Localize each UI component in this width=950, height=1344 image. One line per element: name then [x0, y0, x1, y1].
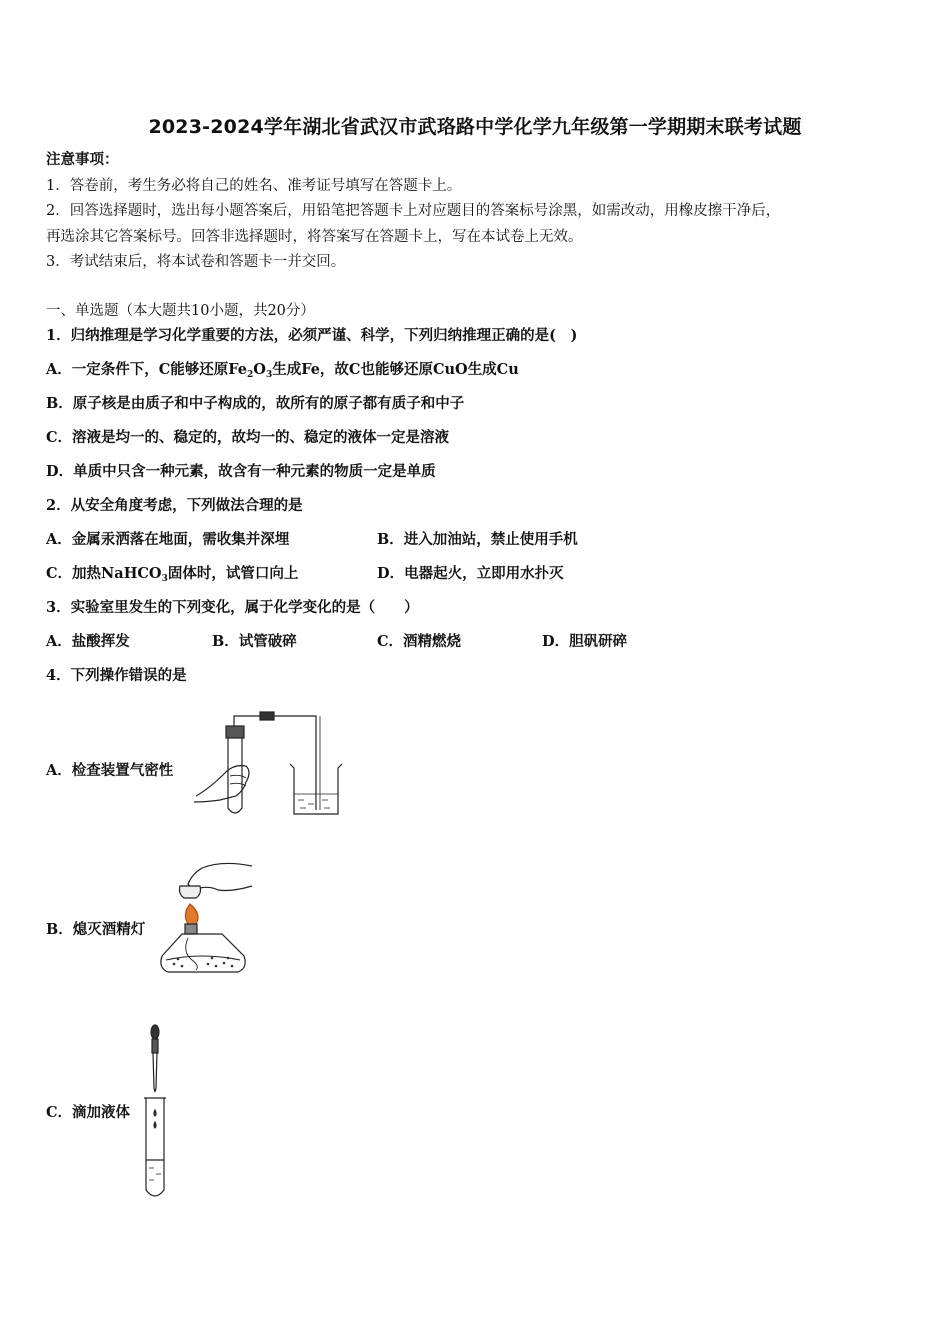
- q1-option-c: C．溶液是均一的、稳定的，故均一的、稳定的液体一定是溶液: [46, 429, 450, 446]
- q2-option-a: A．金属汞洒落在地面，需收集并深埋: [46, 531, 290, 548]
- notice-item-3: 3．考试结束后，将本试卷和答题卡一并交回。: [46, 254, 346, 270]
- q1-option-b: B．原子核是由质子和中子构成的，故所有的原子都有质子和中子: [46, 395, 465, 412]
- q3-stem: 3．实验室里发生的下列变化，属于化学变化的是（ ）: [46, 599, 419, 616]
- q1-a-sub1: 2: [247, 370, 254, 380]
- q2-c-suffix: 固体时，试管口向上: [167, 565, 299, 582]
- q2-option-c: [46, 564, 298, 584]
- q3-option-c: C．酒精燃烧: [377, 633, 462, 650]
- airtightness-check-figure: [190, 706, 350, 818]
- q1-a-mid: O: [253, 361, 266, 378]
- q1-a-prefix: A．一定条件下，C能够还原Fe: [46, 361, 248, 378]
- q1-option-d: D．单质中只含一种元素，故含有一种元素的物质一定是单质: [46, 463, 436, 480]
- exam-title: 2023-2024学年湖北省武汉市武珞路中学化学九年级第一学期期末联考试题: [148, 116, 802, 138]
- q3-option-d: D．胆矾研碎: [542, 633, 628, 650]
- extinguish-alcohol-lamp-figure: [152, 856, 258, 982]
- q1-option-a: [46, 360, 519, 380]
- q3-option-b: B．试管破碎: [212, 633, 297, 650]
- q2-stem: 2．从安全角度考虑，下列做法合理的是: [46, 497, 303, 514]
- q4-option-a: A．检查装置气密性: [46, 762, 174, 779]
- notice-item-2: 2．回答选择题时，选出每小题答案后，用铅笔把答题卡上对应题目的答案标号涂黑，如需改动，用橡皮擦干净后，: [46, 203, 781, 219]
- q1-stem: 1．归纳推理是学习化学重要的方法，必须严谨、科学，下列归纳推理正确的是( ): [46, 327, 578, 344]
- notice-item-1: 1．答卷前，考生务必将自己的姓名、准考证号填写在答题卡上。: [46, 178, 462, 194]
- q1-a-sub2: 3: [265, 370, 273, 380]
- q4-option-c: C．滴加液体: [46, 1104, 131, 1121]
- q3-option-a: A．盐酸挥发: [46, 633, 130, 650]
- notice-heading: 注意事项：: [46, 151, 119, 168]
- q2-option-b: B．进入加油站，禁止使用手机: [377, 531, 578, 548]
- section-heading: 一、单选题（本大题共10小题，共20分）: [46, 303, 315, 319]
- q4-option-b: B．熄灭酒精灯: [46, 921, 146, 938]
- dropper-test-tube-figure: [140, 1022, 170, 1202]
- q4-stem: 4．下列操作错误的是: [46, 667, 187, 684]
- q2-option-d: D．电器起火，立即用水扑灭: [377, 565, 564, 582]
- notice-item-2-cont: 再选涂其它答案标号。回答非选择题时，将答案写在答题卡上，写在本试卷上无效。: [46, 229, 583, 245]
- q2-c-sub: 3: [161, 574, 168, 584]
- q2-c-prefix: C．加热NaHCO: [46, 565, 162, 582]
- q1-a-suffix: 生成Fe，故C也能够还原CuO生成Cu: [272, 361, 519, 378]
